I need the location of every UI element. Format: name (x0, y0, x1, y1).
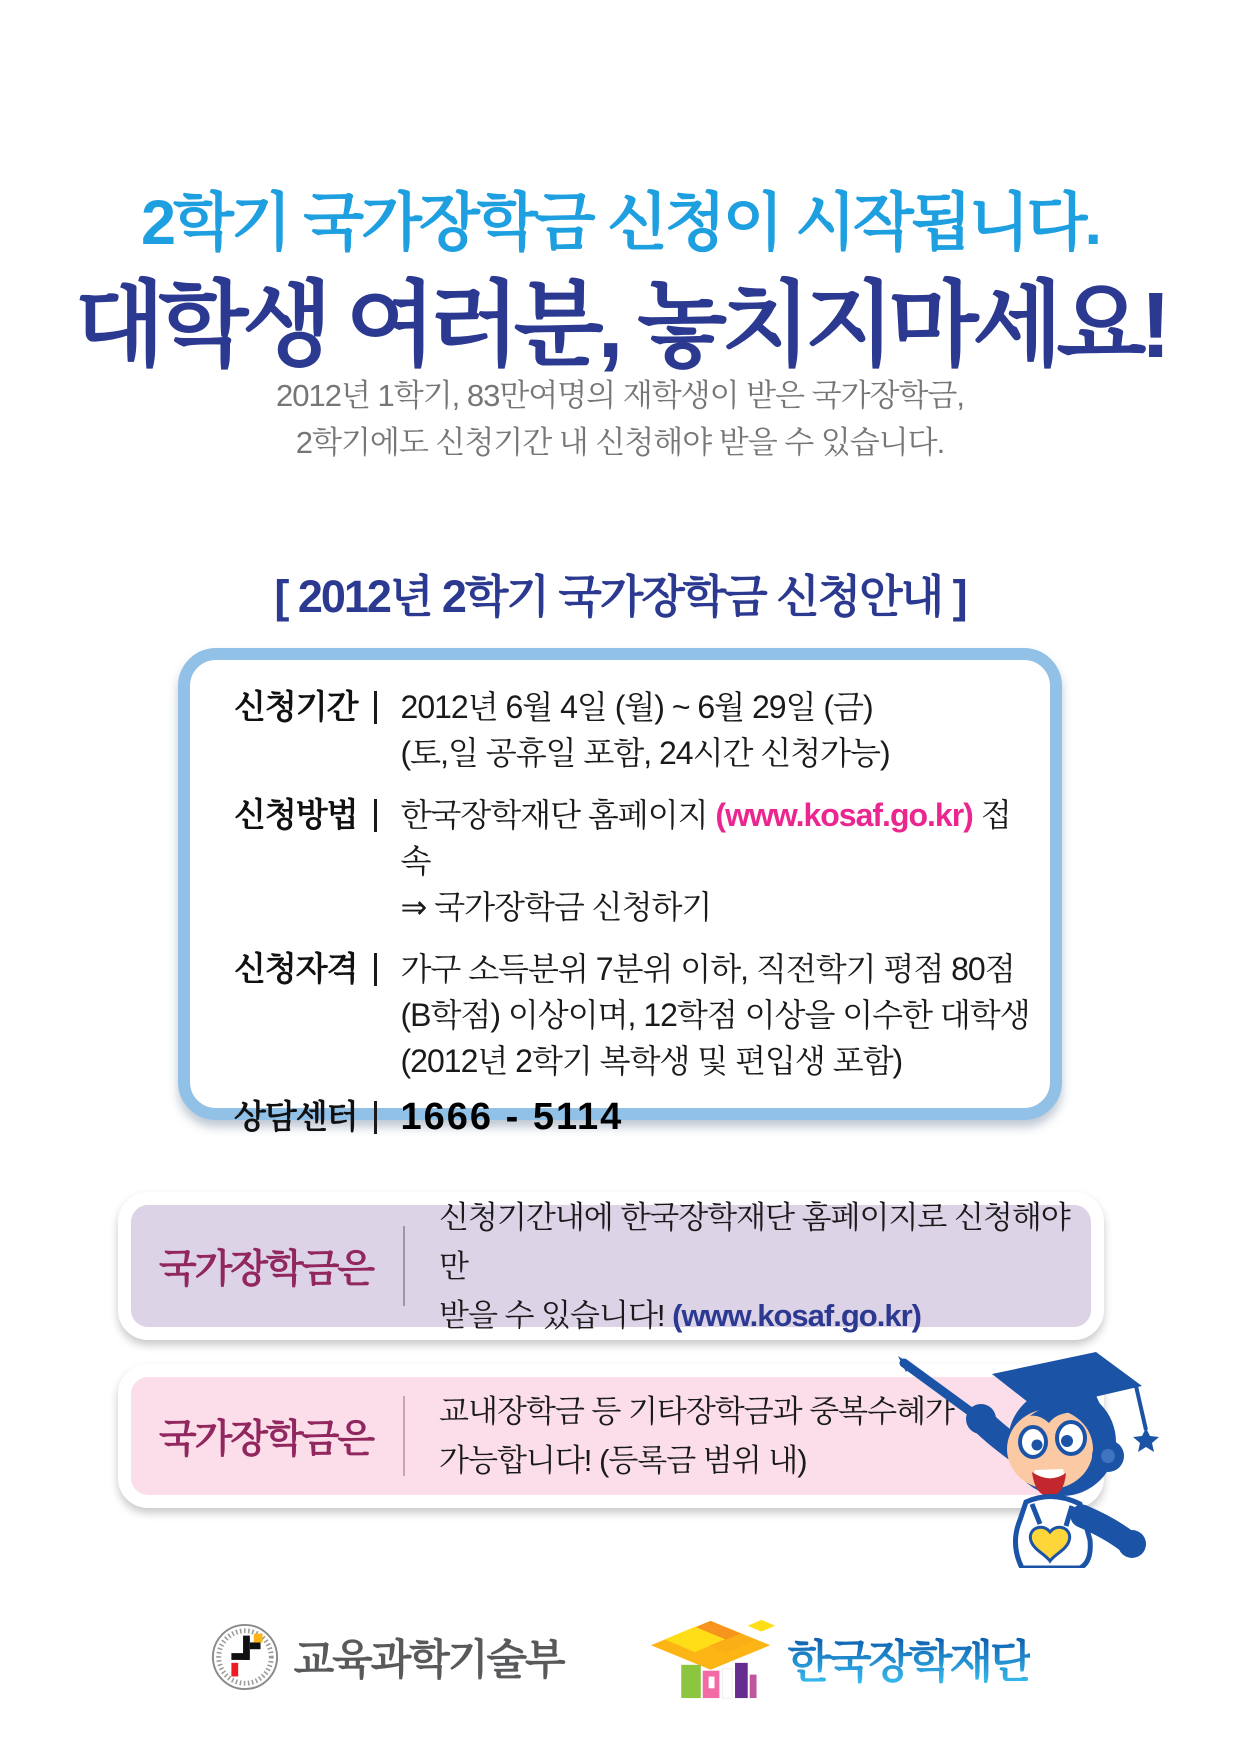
notice-purple-line-1: 신청기간내에 한국장학재단 홈페이지로 신청해야만 (439, 1199, 1070, 1284)
divider-bar (374, 691, 377, 724)
method-line-1 (401, 792, 1030, 884)
ministry-name: 교육과학기술부 (293, 1636, 564, 1683)
phone-number: 1666 - 5114 (400, 1096, 624, 1138)
guide-row-method (234, 792, 1030, 930)
notice-box-purple (118, 1192, 1104, 1340)
notice-body (405, 1387, 954, 1485)
main-title-light: 2학기 국가장학금 신청이 시작됩니다. (141, 188, 1099, 258)
guide-row-period (234, 684, 1030, 776)
kosaf-url-pink: (www.kosaf.go.kr) (715, 797, 973, 833)
notice-pink-line-2: 가능합니다! (등록금 범위 내) (439, 1443, 807, 1478)
footer (0, 1608, 1240, 1706)
method-text: 접속 (400, 797, 1011, 879)
period-line-1: 2012년 6월 4일 (월) ~ 6월 29일 (금) (400, 689, 873, 725)
kosaf-logo-icon (648, 1608, 780, 1706)
footer-kosaf (648, 1608, 1031, 1706)
guide-row-center (234, 1094, 1030, 1140)
main-title-dark: 대학생 여러분, 놓치지마세요! (74, 273, 1166, 377)
subtitle (0, 372, 1240, 466)
subtitle-line-1: 2012년 1학기, 83만여명의 재학생이 받은 국가장학금, (275, 378, 964, 413)
eligibility-line-2: (B학점) 이상이며, 12학점 이상을 이수한 대학생 (400, 997, 1030, 1033)
guide-heading: [ 2012년 2학기 국가장학금 신청안내 ] (274, 571, 966, 622)
foundation-name: 한국장학재단 (788, 1625, 1031, 1690)
divider-bar (374, 953, 377, 986)
guide-row-eligibility (234, 946, 1030, 1084)
subtitle-line-2: 2학기에도 신청기간 내 신청해야 받을 수 있습니다. (295, 425, 945, 460)
eligibility-line-3: (2012년 2학기 복학생 및 편입생 포함) (400, 1043, 903, 1079)
footer-ministry (210, 1622, 564, 1692)
notice-label: 국가장학금은 (159, 1418, 374, 1461)
divider-bar (374, 1101, 377, 1134)
divider-bar (374, 799, 377, 832)
guide-row-label: 신청자격 (234, 950, 358, 987)
kosaf-url-blue: (www.kosaf.go.kr) (672, 1297, 921, 1333)
notice-pink-line-1: 교내장학금 등 기타장학금과 중복수혜가 (439, 1394, 954, 1429)
guide-row-content (401, 792, 1030, 930)
guide-row-content (401, 684, 890, 776)
mascot-illustration (882, 1332, 1190, 1568)
method-text: 한국장학재단 홈페이지 (400, 797, 716, 833)
notice-label: 국가장학금은 (159, 1248, 374, 1291)
guide-box (178, 648, 1062, 1138)
method-line-2: ⇒ 국가장학금 신청하기 (400, 889, 712, 925)
guide-row-content (401, 946, 1030, 1084)
notice-body (405, 1193, 1091, 1340)
eligibility-line-1: 가구 소득분위 7분위 이하, 직전학기 평점 80점 (400, 951, 1015, 987)
guide-row-label: 상담센터 (234, 1098, 358, 1135)
ministry-seal-icon (210, 1622, 280, 1692)
notice-text: 받을 수 있습니다! (439, 1297, 673, 1333)
guide-row-label: 신청방법 (234, 796, 358, 833)
period-line-2: (토,일 공휴일 포함, 24시간 신청가능) (400, 735, 890, 771)
guide-row-label: 신청기간 (234, 688, 358, 725)
